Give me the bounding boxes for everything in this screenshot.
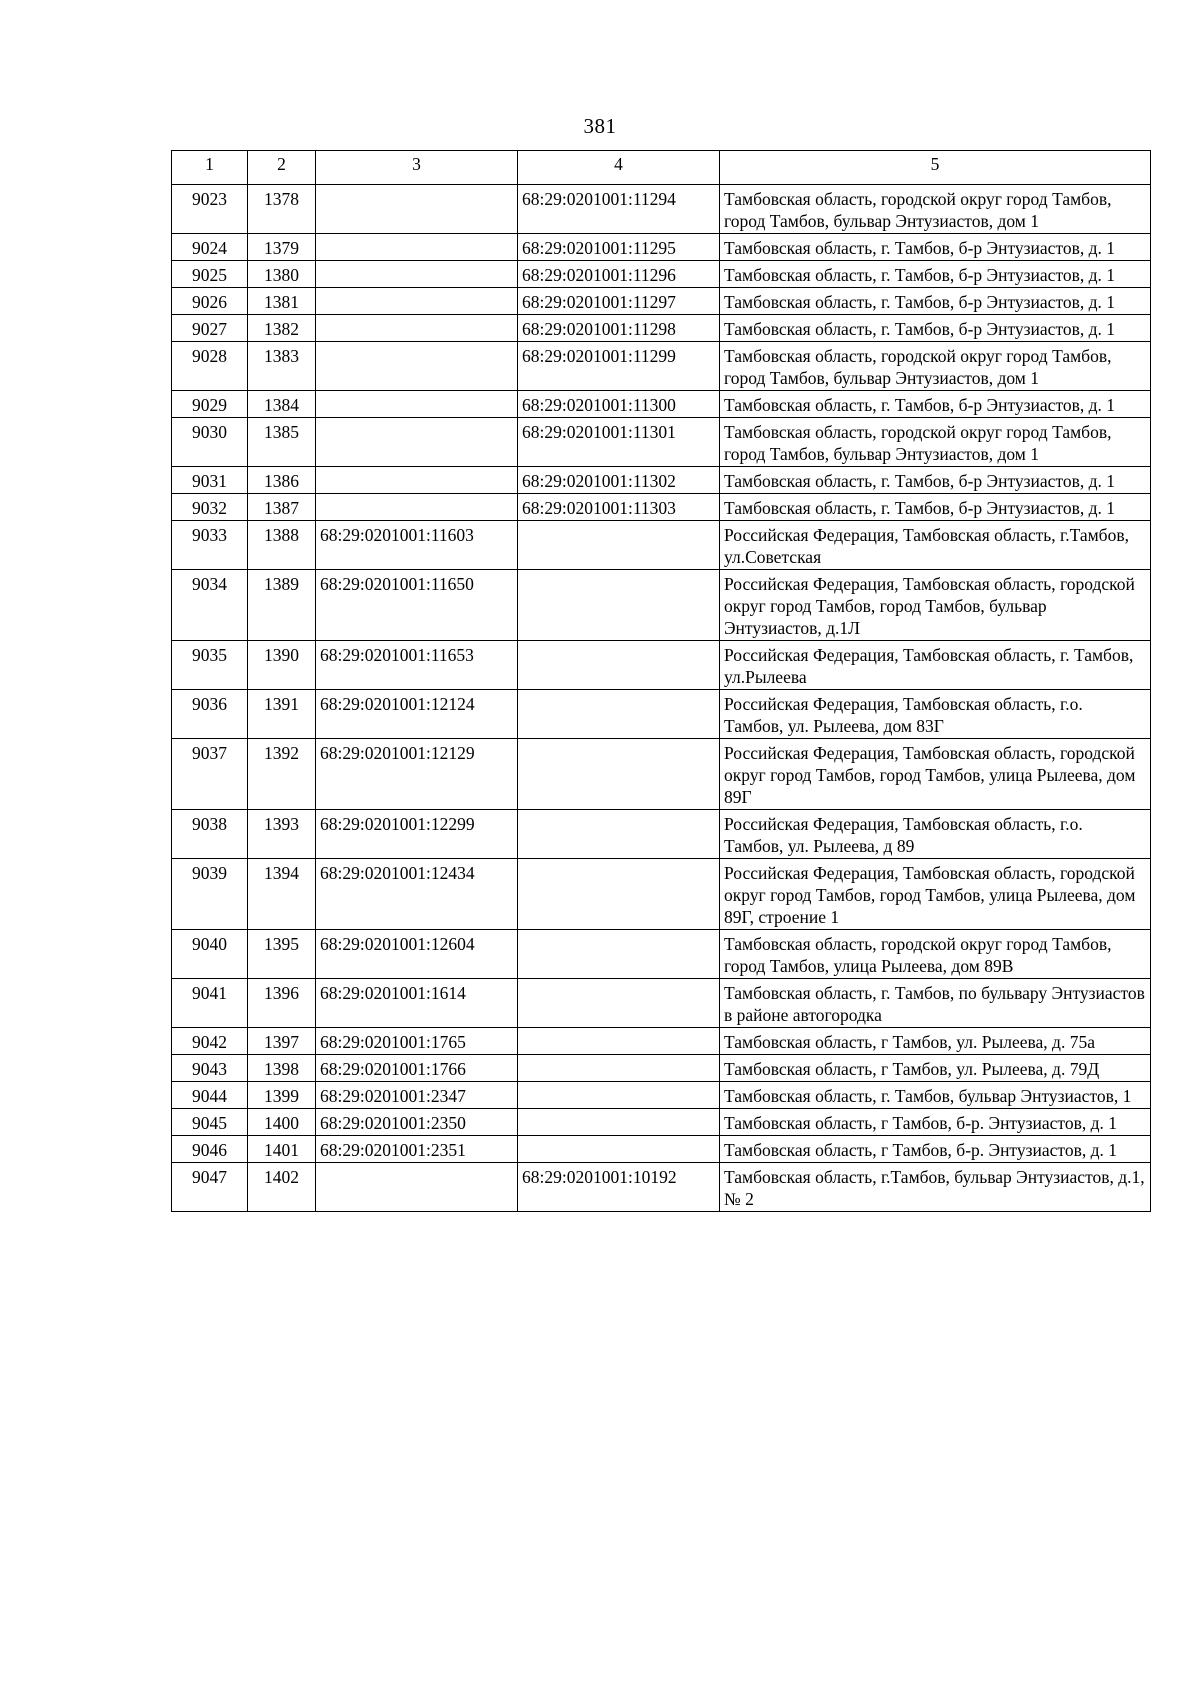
cell-row-number: 9047 [172, 1163, 248, 1212]
cell-address: Тамбовская область, городской округ город Тамбов, город Тамбов, бульвар Энтузиастов, дом 1 [720, 185, 1151, 234]
cell-item-number: 1399 [248, 1082, 316, 1109]
cell-cadastral-number: 68:29:0201001:12299 [316, 810, 518, 859]
cell-address: Тамбовская область, г. Тамбов, б-р Энтузиастов, д. 1 [720, 494, 1151, 521]
cell-cadastral-number: 68:29:0201001:11653 [316, 641, 518, 690]
cell-item-number: 1390 [248, 641, 316, 690]
cell-item-number: 1398 [248, 1055, 316, 1082]
cell-address: Тамбовская область, г. Тамбов, по бульвару Энтузиастов в районе автогородка [720, 979, 1151, 1028]
cell-row-number: 9034 [172, 570, 248, 641]
column-header-3: 3 [316, 151, 518, 185]
cell-row-number: 9028 [172, 342, 248, 391]
cell-address: Российская Федерация, Тамбовская область, г.о. Тамбов, ул. Рылеева, дом 83Г [720, 690, 1151, 739]
cell-item-number: 1378 [248, 185, 316, 234]
cell-cadastral-number-alt: 68:29:0201001:11297 [518, 288, 720, 315]
table-row [172, 261, 1151, 288]
cell-cadastral-number-alt [518, 739, 720, 810]
cell-row-number: 9046 [172, 1136, 248, 1163]
cell-item-number: 1395 [248, 930, 316, 979]
cell-row-number: 9035 [172, 641, 248, 690]
cell-cadastral-number [316, 391, 518, 418]
table-row [172, 1136, 1151, 1163]
cell-address: Тамбовская область, г. Тамбов, бульвар Энтузиастов, 1 [720, 1082, 1151, 1109]
table-row [172, 521, 1151, 570]
cell-cadastral-number [316, 315, 518, 342]
table-row [172, 315, 1151, 342]
table-row [172, 570, 1151, 641]
cell-item-number: 1392 [248, 739, 316, 810]
cell-cadastral-number-alt [518, 570, 720, 641]
table-row [172, 418, 1151, 467]
cell-address: Тамбовская область, г. Тамбов, б-р Энтузиастов, д. 1 [720, 467, 1151, 494]
cell-address: Тамбовская область, городской округ город Тамбов, город Тамбов, улица Рылеева, дом 89В [720, 930, 1151, 979]
cell-row-number: 9025 [172, 261, 248, 288]
cell-address: Тамбовская область, г. Тамбов, б-р Энтузиастов, д. 1 [720, 234, 1151, 261]
table-row [172, 494, 1151, 521]
cell-item-number: 1397 [248, 1028, 316, 1055]
cell-address: Тамбовская область, г. Тамбов, б-р Энтузиастов, д. 1 [720, 315, 1151, 342]
cell-item-number: 1385 [248, 418, 316, 467]
column-header-2: 2 [248, 151, 316, 185]
table-row [172, 930, 1151, 979]
cell-cadastral-number-alt: 68:29:0201001:11299 [518, 342, 720, 391]
table-row [172, 1109, 1151, 1136]
cell-address: Тамбовская область, г.Тамбов, бульвар Энтузиастов, д.1, № 2 [720, 1163, 1151, 1212]
cell-cadastral-number: 68:29:0201001:1766 [316, 1055, 518, 1082]
table-row [172, 1055, 1151, 1082]
cell-cadastral-number-alt: 68:29:0201001:11294 [518, 185, 720, 234]
cell-address: Тамбовская область, г Тамбов, ул. Рылеева, д. 79Д [720, 1055, 1151, 1082]
cell-row-number: 9044 [172, 1082, 248, 1109]
cell-address: Российская Федерация, Тамбовская область, г. Тамбов, ул.Рылеева [720, 641, 1151, 690]
cell-address: Российская Федерация, Тамбовская область, городской округ город Тамбов, город Тамбов, улица Рылеева, дом 89Г [720, 739, 1151, 810]
table-row [172, 185, 1151, 234]
column-header-4: 4 [518, 151, 720, 185]
cell-row-number: 9031 [172, 467, 248, 494]
cell-item-number: 1381 [248, 288, 316, 315]
table-body [172, 185, 1151, 1212]
cell-item-number: 1380 [248, 261, 316, 288]
table-row [172, 810, 1151, 859]
cell-item-number: 1389 [248, 570, 316, 641]
cell-row-number: 9026 [172, 288, 248, 315]
column-header-1: 1 [172, 151, 248, 185]
cell-cadastral-number-alt [518, 521, 720, 570]
cell-cadastral-number [316, 1163, 518, 1212]
table-row [172, 1082, 1151, 1109]
table-row [172, 467, 1151, 494]
cell-row-number: 9045 [172, 1109, 248, 1136]
cell-cadastral-number-alt [518, 1082, 720, 1109]
cell-row-number: 9036 [172, 690, 248, 739]
column-header-5: 5 [720, 151, 1151, 185]
cell-cadastral-number-alt [518, 690, 720, 739]
page-number: 381 [583, 114, 617, 138]
cell-row-number: 9041 [172, 979, 248, 1028]
cell-cadastral-number: 68:29:0201001:2351 [316, 1136, 518, 1163]
cell-item-number: 1394 [248, 859, 316, 930]
cell-address: Тамбовская область, городской округ город Тамбов, город Тамбов, бульвар Энтузиастов, дом 1 [720, 418, 1151, 467]
cell-cadastral-number: 68:29:0201001:2347 [316, 1082, 518, 1109]
cell-item-number: 1388 [248, 521, 316, 570]
cell-cadastral-number [316, 342, 518, 391]
cell-row-number: 9037 [172, 739, 248, 810]
cell-cadastral-number-alt [518, 930, 720, 979]
table-row [172, 1163, 1151, 1212]
cell-row-number: 9032 [172, 494, 248, 521]
cell-address: Российская Федерация, Тамбовская область, г.Тамбов, ул.Советская [720, 521, 1151, 570]
cell-address: Тамбовская область, г. Тамбов, б-р Энтузиастов, д. 1 [720, 261, 1151, 288]
cell-cadastral-number [316, 234, 518, 261]
table-header [172, 151, 1151, 185]
cell-row-number: 9040 [172, 930, 248, 979]
cell-cadastral-number [316, 261, 518, 288]
cell-cadastral-number-alt: 68:29:0201001:11298 [518, 315, 720, 342]
cell-row-number: 9023 [172, 185, 248, 234]
cell-item-number: 1382 [248, 315, 316, 342]
cell-cadastral-number-alt [518, 859, 720, 930]
cell-item-number: 1383 [248, 342, 316, 391]
cell-row-number: 9027 [172, 315, 248, 342]
cell-cadastral-number: 68:29:0201001:11603 [316, 521, 518, 570]
cell-cadastral-number: 68:29:0201001:11650 [316, 570, 518, 641]
cell-cadastral-number-alt [518, 1028, 720, 1055]
cell-address: Тамбовская область, городской округ город Тамбов, город Тамбов, бульвар Энтузиастов, дом 1 [720, 342, 1151, 391]
cell-cadastral-number: 68:29:0201001:1614 [316, 979, 518, 1028]
cell-address: Российская Федерация, Тамбовская область, г.о. Тамбов, ул. Рылеева, д 89 [720, 810, 1151, 859]
cell-cadastral-number: 68:29:0201001:12124 [316, 690, 518, 739]
cell-address: Тамбовская область, г Тамбов, ул. Рылеева, д. 75а [720, 1028, 1151, 1055]
cell-row-number: 9042 [172, 1028, 248, 1055]
cell-cadastral-number [316, 494, 518, 521]
table-row [172, 391, 1151, 418]
cell-cadastral-number-alt: 68:29:0201001:11300 [518, 391, 720, 418]
cell-item-number: 1400 [248, 1109, 316, 1136]
cell-item-number: 1393 [248, 810, 316, 859]
cell-address: Тамбовская область, г. Тамбов, б-р Энтузиастов, д. 1 [720, 391, 1151, 418]
header-row [172, 151, 1151, 185]
cell-cadastral-number-alt [518, 1055, 720, 1082]
cell-address: Тамбовская область, г Тамбов, б-р. Энтузиастов, д. 1 [720, 1109, 1151, 1136]
cell-cadastral-number: 68:29:0201001:2350 [316, 1109, 518, 1136]
cell-address: Тамбовская область, г. Тамбов, б-р Энтузиастов, д. 1 [720, 288, 1151, 315]
cell-cadastral-number: 68:29:0201001:1765 [316, 1028, 518, 1055]
table-row [172, 739, 1151, 810]
cell-cadastral-number-alt [518, 810, 720, 859]
table-row [172, 288, 1151, 315]
cell-cadastral-number [316, 185, 518, 234]
cell-item-number: 1396 [248, 979, 316, 1028]
cell-row-number: 9039 [172, 859, 248, 930]
cell-cadastral-number: 68:29:0201001:12604 [316, 930, 518, 979]
cell-item-number: 1379 [248, 234, 316, 261]
table-row [172, 1028, 1151, 1055]
cell-cadastral-number-alt [518, 1136, 720, 1163]
table-row [172, 979, 1151, 1028]
cell-cadastral-number [316, 288, 518, 315]
table-row [172, 690, 1151, 739]
cell-row-number: 9024 [172, 234, 248, 261]
cell-item-number: 1386 [248, 467, 316, 494]
cell-item-number: 1401 [248, 1136, 316, 1163]
cell-row-number: 9030 [172, 418, 248, 467]
cell-cadastral-number: 68:29:0201001:12129 [316, 739, 518, 810]
cell-cadastral-number: 68:29:0201001:12434 [316, 859, 518, 930]
cell-cadastral-number [316, 418, 518, 467]
cell-address: Тамбовская область, г Тамбов, б-р. Энтузиастов, д. 1 [720, 1136, 1151, 1163]
cell-row-number: 9033 [172, 521, 248, 570]
cell-cadastral-number-alt: 68:29:0201001:11302 [518, 467, 720, 494]
table-row [172, 342, 1151, 391]
table-row [172, 234, 1151, 261]
cell-item-number: 1402 [248, 1163, 316, 1212]
cell-cadastral-number-alt: 68:29:0201001:11296 [518, 261, 720, 288]
cell-item-number: 1391 [248, 690, 316, 739]
cell-address: Российская Федерация, Тамбовская область, городской округ город Тамбов, город Тамбов, бульвар Энтузиастов, д.1Л [720, 570, 1151, 641]
cell-item-number: 1384 [248, 391, 316, 418]
cell-cadastral-number-alt [518, 1109, 720, 1136]
cell-cadastral-number-alt: 68:29:0201001:10192 [518, 1163, 720, 1212]
cell-cadastral-number-alt: 68:29:0201001:11303 [518, 494, 720, 521]
cell-row-number: 9043 [172, 1055, 248, 1082]
table-row [172, 859, 1151, 930]
cell-cadastral-number-alt: 68:29:0201001:11301 [518, 418, 720, 467]
cell-cadastral-number-alt [518, 641, 720, 690]
table-row [172, 641, 1151, 690]
cell-cadastral-number-alt: 68:29:0201001:11295 [518, 234, 720, 261]
cell-cadastral-number-alt [518, 979, 720, 1028]
cell-address: Российская Федерация, Тамбовская область, городской округ город Тамбов, город Тамбов, улица Рылеева, дом 89Г, строение 1 [720, 859, 1151, 930]
cell-row-number: 9038 [172, 810, 248, 859]
cell-cadastral-number [316, 467, 518, 494]
registry-table [171, 150, 1151, 1212]
cell-item-number: 1387 [248, 494, 316, 521]
cell-row-number: 9029 [172, 391, 248, 418]
